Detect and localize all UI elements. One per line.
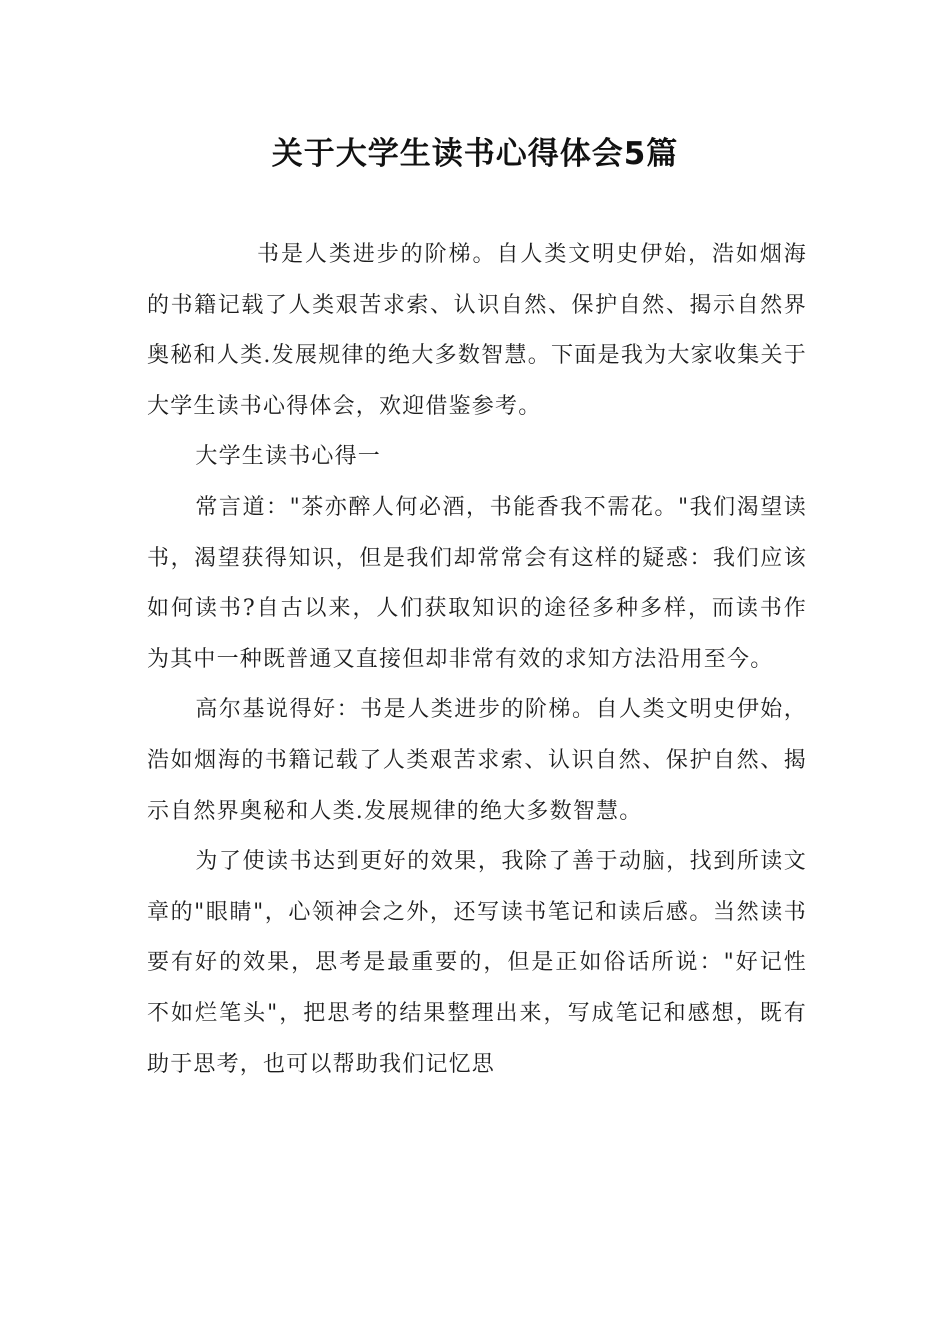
intro-paragraph: 书是人类进步的阶梯。自人类文明史伊始，浩如烟海的书籍记载了人类艰苦求索、认识自然、保护自然、揭示自然界奥秘和人类.发展规律的绝大多数智慧。下面是我为大家收集关于大学生读书心得体会，欢迎借鉴参考。 (147, 242, 807, 419)
body-paragraph: 高尔基说得好：书是人类进步的阶梯。自人类文明史伊始，浩如烟海的书籍记载了人类艰苦求索、认识自然、保护自然、揭示自然界奥秘和人类.发展规律的绝大多数智慧。 (147, 697, 807, 824)
body-paragraph: 常言道："茶亦醉人何必酒，书能香我不需花。"我们渴望读书，渴望获得知识，但是我们却常常会有这样的疑惑：我们应该如何读书?自古以来，人们获取知识的途径多种多样，而读书作为其中一种既普通又直接但却非常有效的求知方法沿用至今。 (147, 494, 807, 672)
section-heading: 大学生读书心得一 (195, 444, 381, 470)
document-body (147, 230, 807, 1090)
document-title: 关于大学生读书心得体会5篇 (271, 136, 679, 172)
body-paragraph: 为了使读书达到更好的效果，我除了善于动脑，找到所读文章的"眼睛"，心领神会之外，还写读书笔记和读后感。当然读书要有好的效果，思考是最重要的，但是正如俗话所说："好记性不如烂笔头"，把思考的结果整理出来，写成笔记和感想，既有助于思考，也可以帮助我们记忆思 (147, 849, 807, 1077)
